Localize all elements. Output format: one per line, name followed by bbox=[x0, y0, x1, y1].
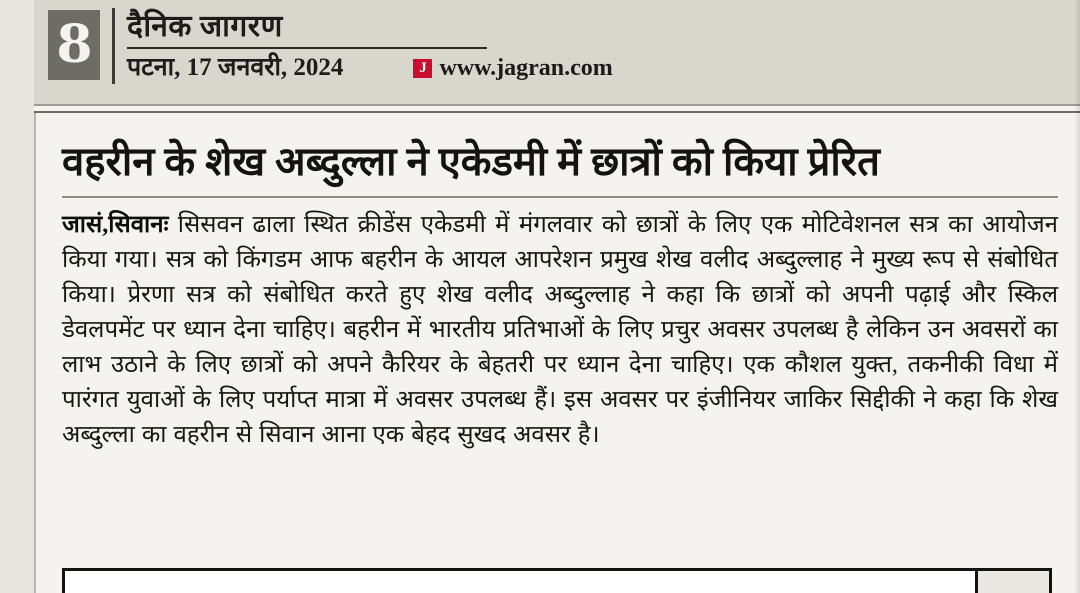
masthead-divider bbox=[112, 8, 115, 84]
masthead-text-block bbox=[127, 8, 613, 83]
page-left-gutter bbox=[0, 0, 36, 593]
scan-edge-right bbox=[1074, 0, 1080, 593]
article-dateline: जासं,सिवानः bbox=[62, 212, 169, 238]
bottom-frame-right-cell bbox=[975, 571, 1049, 593]
jagran-logo-icon: J bbox=[413, 59, 432, 78]
article-headline: वहरीन के शेख अब्दुल्ला ने एकेडमी में छात्रों को किया प्रेरित bbox=[62, 139, 880, 184]
page-number: 8 bbox=[48, 10, 100, 80]
edition-date: पटना, 17 जनवरी, 2024 bbox=[127, 54, 344, 81]
article-body-text: सिसवन ढाला स्थित क्रीडेंस एकेडमी में मंगलवार को छात्रों के लिए एक मोटिवेशनल सत्र का आयोजन किया गया। सत्र को किंगडम आफ बहरीन के आयल आपरेशन प्रमुख शेख वलीद अब्दुल्लाह ने मुख्य रूप से संबोधित किया। प्रेरणा सत्र को संबोधित करते हुए शेख वलीद अब्दुल्लाह ने कहा कि छात्रों को अपनी पढ़ाई और स्किल डेवलपमेंट पर ध्यान देना चाहिए। बहरीन में भारतीय प्रतिभाओं के लिए प्रचुर अवसर उपलब्ध है लेकिन उन अवसरों का लाभ उठाने के लिए छात्रों को अपने कैरियर के बेहतरी पर ध्यान देना चाहिए। एक कौशल युक्त, तकनीकी विधा में पारंगत युवाओं के लिए पर्याप्त मात्रा में अवसर उपलब्ध हैं। इस अवसर पर इंजीनियर जाकिर सिद्दीकी ने कहा कि शेख अब्दुल्ला का वहरीन से सिवान आना एक बेहद सुखद अवसर है। bbox=[62, 212, 1058, 448]
paper-name: दैनिक जागरण bbox=[127, 10, 283, 43]
website-block bbox=[413, 55, 612, 82]
article bbox=[34, 118, 1080, 453]
website-url: www.jagran.com bbox=[439, 54, 613, 81]
bottom-content-frame bbox=[62, 568, 1052, 593]
masthead-secondary-line bbox=[127, 53, 613, 83]
masthead-inner-rule bbox=[127, 47, 487, 49]
masthead bbox=[34, 0, 1080, 104]
article-body bbox=[62, 208, 1058, 453]
headline-rule bbox=[62, 196, 1058, 198]
masthead-bottom-rule bbox=[34, 104, 1080, 113]
